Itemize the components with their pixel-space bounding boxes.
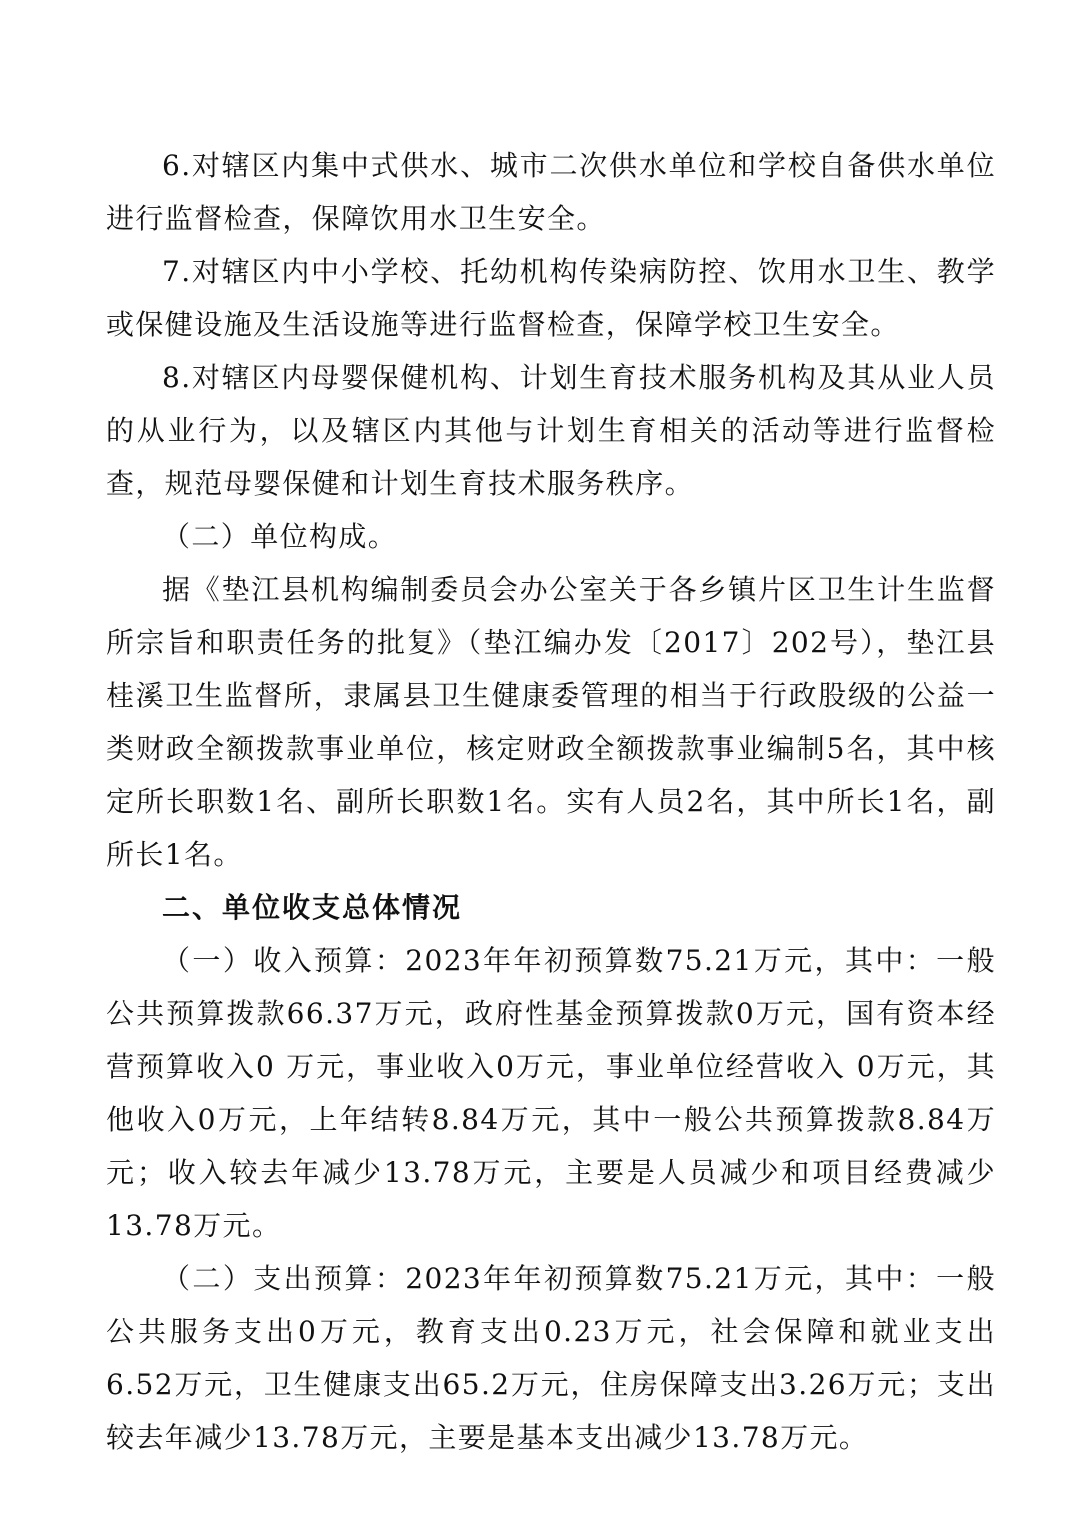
paragraph-item-7: 7.对辖区内中小学校、托幼机构传染病防控、饮用水卫生、教学或保健设施及生活设施等进行监督检查，保障学校卫生安全。 <box>106 255 996 341</box>
document-body <box>106 139 996 1464</box>
paragraph-expense-budget: （二）支出预算：2023年年初预算数75.21万元，其中：一般公共服务支出0万元，教育支出0.23万元，社会保障和就业支出6.52万元，卫生健康支出65.2万元，住房保障支出3.26万元；支出较去年减少13.78万元，主要是基本支出减少13.78万元。 <box>106 1262 996 1454</box>
paragraph-income-budget: （一）收入预算：2023年年初预算数75.21万元，其中：一般公共预算拨款66.37万元，政府性基金预算拨款0万元，国有资本经营预算收入0 万元，事业收入0万元，事业单位经营收入 0万元，其他收入0万元，上年结转8.84万元，其中一般公共预算拨款8.84万元；收入较去年减少13.78万元，主要是人员减少和项目经费减少13.78万元。 <box>106 944 996 1242</box>
section-heading-income-expense: 二、单位收支总体情况 <box>162 891 463 924</box>
subheading-unit-composition: （二）单位构成。 <box>162 520 398 553</box>
paragraph-item-8: 8.对辖区内母婴保健机构、计划生育技术服务机构及其从业人员的从业行为，以及辖区内其他与计划生育相关的活动等进行监督检查，规范母婴保健和计划生育技术服务秩序。 <box>106 361 996 500</box>
paragraph-item-6: 6.对辖区内集中式供水、城市二次供水单位和学校自备供水单位进行监督检查，保障饮用水卫生安全。 <box>106 149 996 235</box>
paragraph-unit-composition: 据《垫江县机构编制委员会办公室关于各乡镇片区卫生计生监督所宗旨和职责任务的批复》（垫江编办发〔2017〕202号），垫江县桂溪卫生监督所，隶属县卫生健康委管理的相当于行政股级的公益一类财政全额拨款事业单位，核定财政全额拨款事业编制5名，其中核定所长职数1名、副所长职数1名。实有人员2名，其中所长1名，副所长1名。 <box>106 573 996 871</box>
